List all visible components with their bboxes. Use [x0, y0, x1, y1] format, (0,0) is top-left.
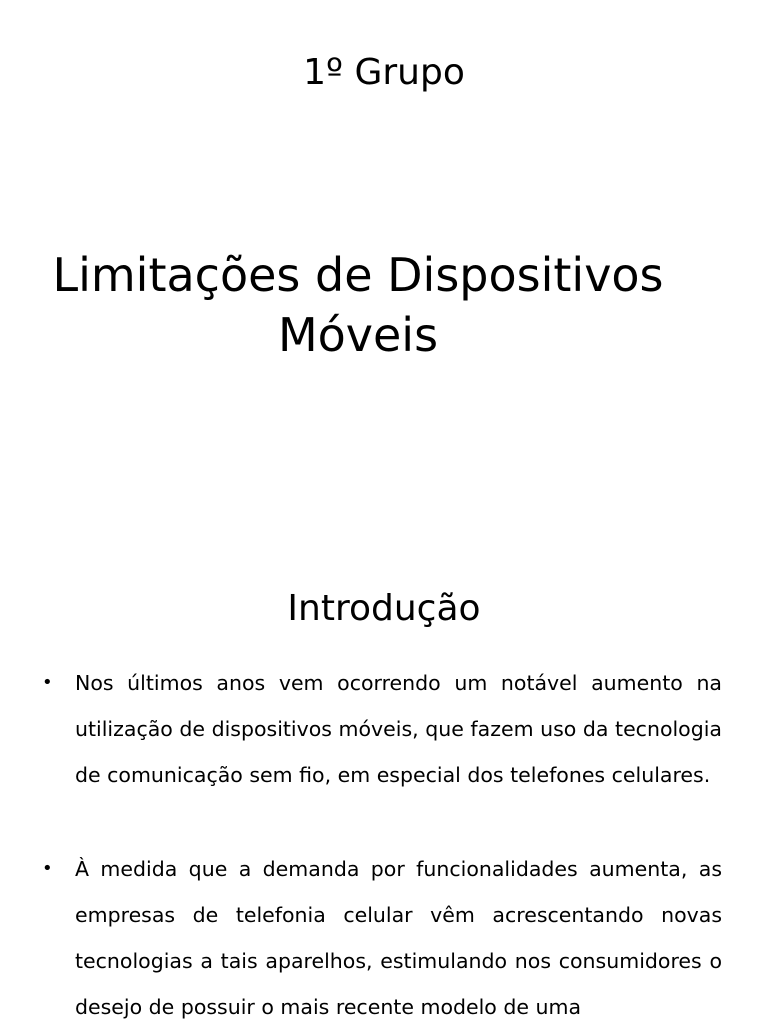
bullet-icon: • [42, 672, 53, 693]
bullet-item [42, 660, 722, 798]
main-title [38, 245, 678, 365]
bullet-item [42, 846, 722, 1024]
bullet-icon: • [42, 858, 53, 879]
group-title: 1º Grupo [303, 52, 465, 93]
bullet-list [42, 660, 722, 1024]
main-title-line-2: Móveis [277, 308, 439, 362]
bullet-text: Nos últimos anos vem ocorrendo um notável aumento na utilização de dispositivos móveis, que fazem uso da tecnologia de comunicação sem fio, em especial dos telefones celulares. [75, 671, 722, 787]
bullet-text: À medida que a demanda por funcionalidades aumenta, as empresas de telefonia celular vêm acrescentando novas tecnologias a tais aparelhos, estimulando nos consumidores o desejo de possuir o mais recente modelo de uma [75, 857, 722, 1019]
main-title-line-1: Limitações de Dispositivos [52, 248, 664, 302]
section-title: Introdução [287, 588, 481, 629]
introduction-slide [0, 540, 768, 1024]
